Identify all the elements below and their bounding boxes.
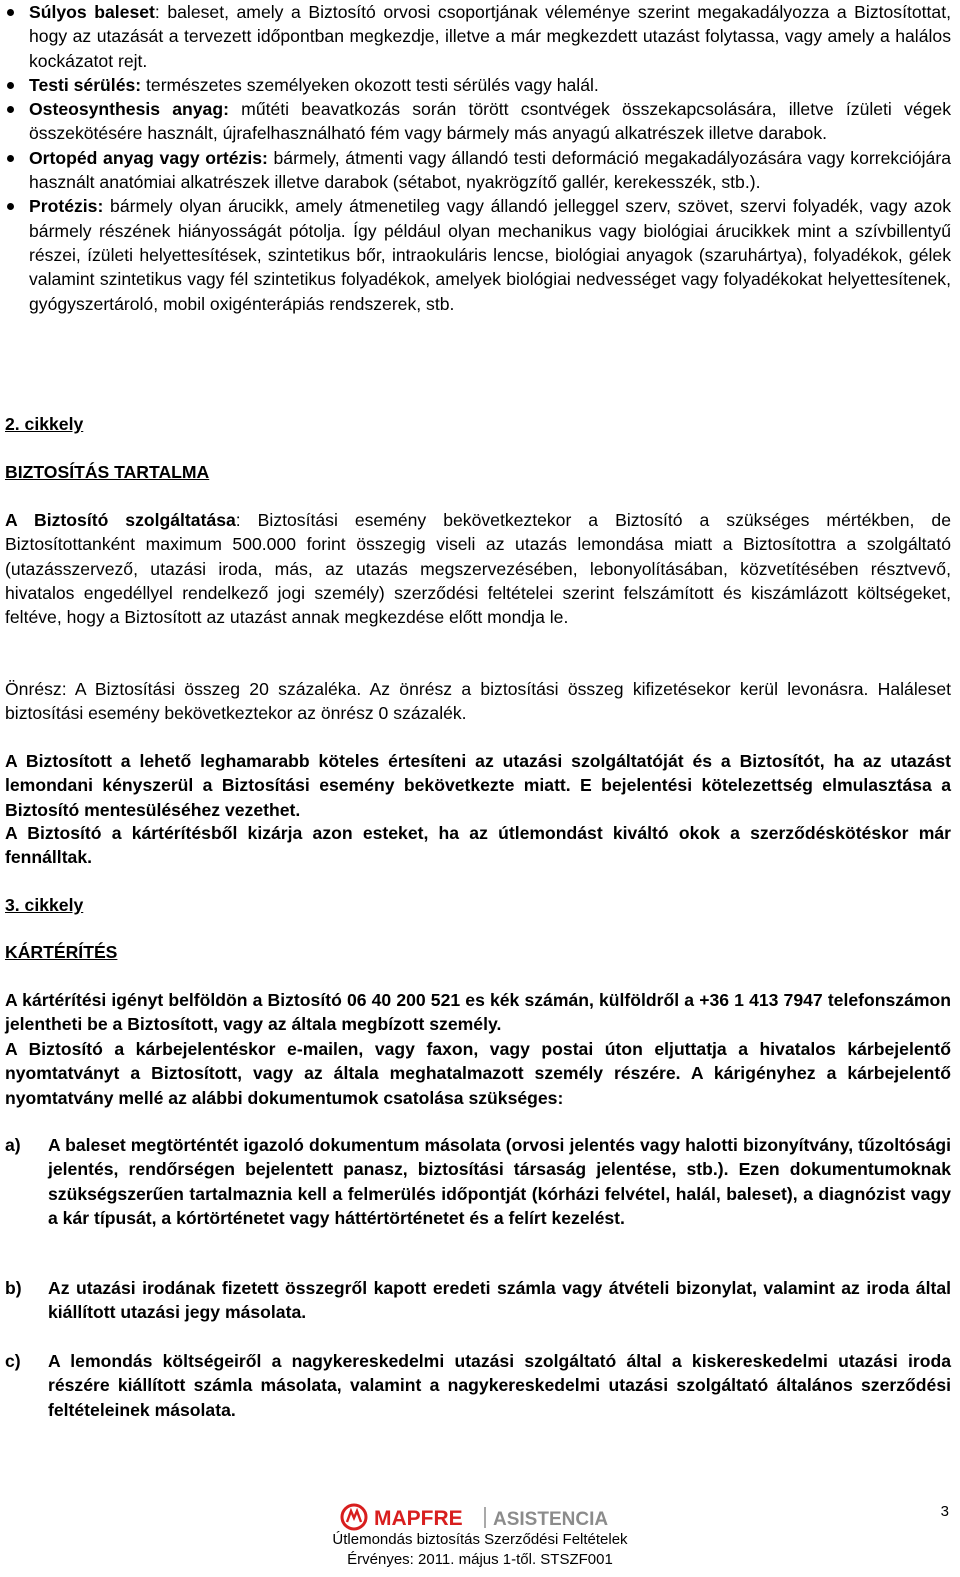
list-item-text: Az utazási irodának fizetett összegről kapott eredeti számla vagy átvételi bizonylat, valamint az iroda által kiállított utazási jegy másolata. — [48, 1278, 951, 1323]
bullet-icon — [7, 155, 14, 162]
definition-sep: : — [154, 2, 160, 22]
logo-sub-text: ASISTENCIA — [493, 1509, 609, 1530]
list-item-text: A baleset megtörténtét igazoló dokumentum másolata (orvosi jelentés vagy halotti bizonyítvány, tűzoltósági jelentés, rendőrségen bejelentett panasz, biztosítási társaság jelentése, stb.). Ezen dokumentumoknak szükségszerűen tartalmaznia kell a felmerülés időpontját (kórházi felvétel, halál, baleset), a diagnózist vagy a kár típusát, a kórtörténetet vagy háttértörténetet és a felírt kezelést. — [48, 1135, 951, 1228]
claim-phone-paragraph: A kártérítési igényt belföldön a Biztosító 06 40 200 521 es kék számán, külföldről a +36 1 413 7947 telefonszámon jelentheti be a Biztosított, vagy az általa megbízott személy. — [5, 990, 951, 1035]
definition-item — [5, 73, 951, 97]
definitions-list — [5, 0, 951, 316]
definition-text: műtéti beavatkozás során törött csontvégek összekapcsolására, illetve ízületi végek összekötésére használt, újrafelhasználható fém vagy bármely más anyagú alkatrészek illetve darabok. — [29, 99, 951, 144]
list-item-text: A lemondás költségeiről a nagykereskedelmi utazási szolgáltató által a kiskereskedelmi utazási iroda részére kiállított számla másolata, valamint a nagykereskedelmi utazási szolgáltató általános szerződési feltételeinek másolata. — [48, 1351, 951, 1420]
service-text: : Biztosítási esemény bekövetkeztekor a Biztosító a szükséges mértékben, de Biztosítottanként maximum 500.000 forint összegig viseli az utazás lemondása miatt a Biztosítottra a szolgáltató (utazásszervező, utazási iroda, más, az utazás megszervezésében, lebonyolításában, közvetítésében résztvevő, hivatalos engedéllyel rendelkező jogi személy) szerződési feltételei szerint felszámított és kiszámlázott költségeket, feltéve, hogy a Biztosított az utazást annak megkezdése előtt mondja le. — [5, 510, 951, 628]
exclusion-paragraph: A Biztosító a kártérítésből kizárja azon esteket, ha az útlemondást kiváltó okok a szerződéskötéskor már fennálltak. — [5, 823, 951, 868]
article3-number: 3. cikkely — [5, 895, 84, 915]
definition-item — [5, 0, 951, 73]
article2-number: 2. cikkely — [5, 414, 84, 434]
list-item-label: c) — [5, 1351, 21, 1371]
page-number: 3 — [940, 1503, 949, 1520]
definition-text: bármely, átmenti vagy állandó testi deformáció megakadályozására vagy korrekciójára használt anatómiai alkatrészek illetve darabok (sétabot, nyakrögzítő gallér, kerekesszék, stb.). — [29, 147, 951, 193]
list-item-label: a) — [5, 1135, 21, 1155]
definition-text: természetes személyeken okozott testi sérülés vagy halál. — [141, 74, 599, 95]
list-item-label: b) — [5, 1278, 22, 1298]
bullet-icon — [7, 9, 14, 16]
definition-term: Protézis: — [29, 196, 104, 217]
article2-title: BIZTOSÍTÁS TARTALMA — [5, 462, 210, 482]
definition-text: bármely olyan árucikk, amely átmenetileg vagy állandó jelleggel szerv, szövet, szervi folyadék, vagy azok bármely részének hiányosságát pótolja. Így például olyan mechanikus vagy biológiai árucikkek mint a szívbillentyű részei, ízületi helyettesítések, szintetikus bőr, intraokuláris lencse, biológiai anyagok (szaruhártya), folyadékok, gélek valamint szintetikus vagy fél szintetikus folyadékok, amelyek biológiai nedvességet vagy folyadékokat helyettesítenek, gyógyszertároló, mobil oxigénterápiás rendszerek, stb. — [29, 196, 951, 314]
definition-item — [5, 194, 951, 315]
definition-item — [5, 146, 951, 195]
footer-line-2: Érvényes: 2011. május 1-től. STSZF001 — [347, 1551, 613, 1568]
bullet-icon — [7, 82, 14, 89]
definition-term: Ortopéd anyag vagy ortézis: — [29, 147, 268, 168]
definition-term: Súlyos baleset — [29, 2, 155, 22]
service-paragraph — [5, 508, 951, 629]
definition-term: Testi sérülés: — [29, 74, 142, 95]
footer-line-1: Útlemondás biztosítás Szerződési Feltételek — [332, 1531, 628, 1548]
mapfre-logo — [340, 1502, 620, 1532]
mapfre-logo-icon — [340, 1502, 620, 1532]
bullet-icon — [7, 203, 14, 210]
article3-title: KÁRTÉRÍTÉS — [5, 942, 118, 962]
definition-text: baleset, amely a Biztosító orvosi csoportjának véleménye szerint megakadályozza a Biztosítottat, hogy az utazását a tervezett időpontban megkezdje, illetve a már megkezdett utazást folytassa, vagy amely a halálos kockázatot rejt. — [29, 2, 951, 71]
bullet-icon — [7, 106, 14, 113]
notice-paragraph: A Biztosított a lehető leghamarabb köteles értesíteni az utazási szolgáltatóját és a Biztosítót, ha az utazást lemondani kényszerül a Biztosítási esemény bekövetkezte miatt. E bejelentési kötelezettség elmulasztása a Biztosító mentesüléséhez vezethet. — [5, 751, 951, 820]
deductible-paragraph: Önrész: A Biztosítási összeg 20 százaléka. Az önrész a biztosítási összeg kifizetésekor kerül levonásra. Haláleset biztosítási esemény bekövetkeztekor az önrész 0 százalék. — [5, 679, 951, 724]
logo-brand-text: MAPFRE — [374, 1507, 463, 1530]
definition-term: Osteosynthesis anyag: — [29, 99, 229, 120]
service-term: A Biztosító szolgáltatása — [5, 510, 236, 530]
definition-item — [5, 97, 951, 146]
claim-form-paragraph: A Biztosító a kárbejelentéskor e-mailen, vagy faxon, vagy postai úton eljuttatja a hivatalos kárbejelentő nyomtatványt a Biztosított, vagy az általa meghatalmazott személy részére. A kárigényhez a kárbejelentő nyomtatvány mellé az alábbi dokumentumok csatolása szükséges: — [5, 1039, 951, 1108]
